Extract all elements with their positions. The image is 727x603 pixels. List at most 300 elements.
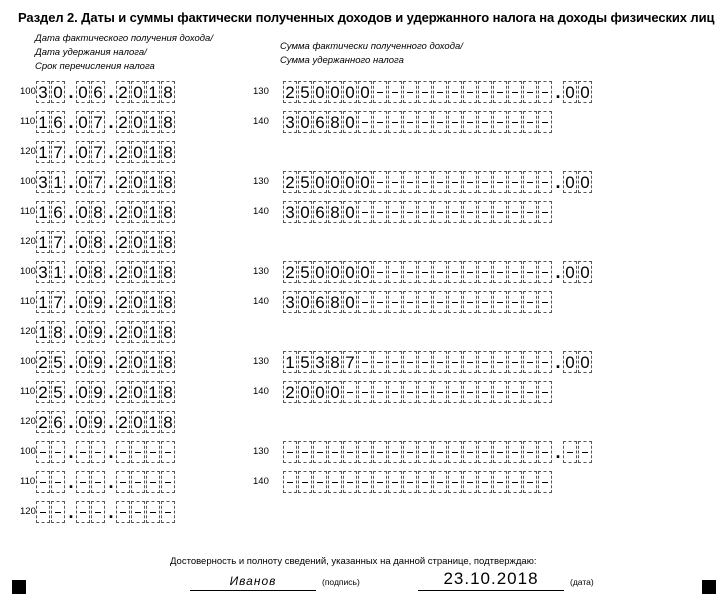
amount-digit-cell[interactable]: 0 [298, 291, 312, 313]
year-cell[interactable] [116, 471, 130, 493]
amount-digit-cell[interactable] [523, 111, 537, 133]
year-cell[interactable]: 0 [131, 81, 145, 103]
amount-digit-cell[interactable] [373, 291, 387, 313]
amount-digit-cell[interactable]: 2 [283, 261, 297, 283]
day-cell[interactable]: 2 [36, 381, 50, 403]
amount-digit-cell[interactable] [358, 351, 372, 373]
amount-digit-cell[interactable] [358, 471, 372, 493]
year-cell[interactable]: 2 [116, 111, 130, 133]
year-cell[interactable]: 2 [116, 411, 130, 433]
date-field[interactable]: 23.10.2018 [418, 568, 564, 591]
year-cell[interactable]: 2 [116, 81, 130, 103]
amount-digit-cell[interactable] [523, 171, 537, 193]
amount-digit-cell[interactable]: 5 [298, 81, 312, 103]
amount-digit-cell[interactable] [523, 381, 537, 403]
year-cell[interactable]: 1 [146, 411, 160, 433]
amount-digit-cell[interactable]: 1 [283, 351, 297, 373]
amount-digit-cell[interactable] [523, 261, 537, 283]
amount-digit-cell[interactable] [493, 291, 507, 313]
amount-digit-cell[interactable] [538, 171, 552, 193]
amount-digit-cell[interactable]: 0 [313, 261, 327, 283]
amount-digit-cell[interactable] [478, 201, 492, 223]
amount-digit-cell[interactable] [403, 201, 417, 223]
day-cell[interactable]: 1 [36, 111, 50, 133]
kopecks-cell[interactable]: 0 [578, 351, 592, 373]
amount-digit-cell[interactable]: 3 [283, 201, 297, 223]
amount-digit-cell[interactable] [358, 201, 372, 223]
amount-digit-cell[interactable]: 0 [313, 381, 327, 403]
year-cell[interactable]: 1 [146, 321, 160, 343]
amount-digit-cell[interactable] [478, 111, 492, 133]
month-cell[interactable]: 0 [76, 171, 90, 193]
day-cell[interactable] [36, 501, 50, 523]
year-cell[interactable]: 0 [131, 321, 145, 343]
amount-digit-cell[interactable] [508, 441, 522, 463]
year-cell[interactable]: 2 [116, 171, 130, 193]
amount-digit-cell[interactable]: 2 [283, 171, 297, 193]
amount-digit-cell[interactable] [403, 441, 417, 463]
amount-digit-cell[interactable] [388, 171, 402, 193]
month-cell[interactable] [76, 501, 90, 523]
year-cell[interactable] [161, 501, 175, 523]
day-cell[interactable]: 5 [51, 351, 65, 373]
day-cell[interactable]: 7 [51, 141, 65, 163]
day-cell[interactable]: 2 [36, 351, 50, 373]
month-cell[interactable]: 7 [91, 141, 105, 163]
year-cell[interactable]: 0 [131, 201, 145, 223]
year-cell[interactable] [131, 501, 145, 523]
year-cell[interactable] [131, 441, 145, 463]
amount-field[interactable] [283, 350, 593, 374]
amount-digit-cell[interactable] [508, 201, 522, 223]
month-cell[interactable]: 0 [76, 291, 90, 313]
year-cell[interactable]: 0 [131, 141, 145, 163]
amount-digit-cell[interactable] [478, 351, 492, 373]
month-cell[interactable] [76, 471, 90, 493]
amount-digit-cell[interactable] [328, 471, 342, 493]
amount-digit-cell[interactable] [448, 381, 462, 403]
year-cell[interactable]: 0 [131, 411, 145, 433]
amount-digit-cell[interactable]: 0 [358, 171, 372, 193]
amount-digit-cell[interactable] [388, 201, 402, 223]
amount-digit-cell[interactable]: 0 [328, 381, 342, 403]
amount-digit-cell[interactable] [358, 381, 372, 403]
amount-digit-cell[interactable] [403, 261, 417, 283]
date-field[interactable] [36, 320, 176, 344]
amount-digit-cell[interactable] [373, 81, 387, 103]
day-cell[interactable] [51, 441, 65, 463]
amount-digit-cell[interactable]: 2 [283, 81, 297, 103]
amount-field[interactable] [283, 380, 553, 404]
amount-digit-cell[interactable] [388, 381, 402, 403]
amount-digit-cell[interactable] [403, 471, 417, 493]
amount-digit-cell[interactable] [403, 111, 417, 133]
amount-digit-cell[interactable] [478, 441, 492, 463]
amount-digit-cell[interactable] [448, 471, 462, 493]
amount-digit-cell[interactable] [538, 261, 552, 283]
year-cell[interactable]: 8 [161, 261, 175, 283]
amount-field[interactable] [283, 470, 553, 494]
amount-digit-cell[interactable] [448, 351, 462, 373]
amount-digit-cell[interactable] [523, 81, 537, 103]
year-cell[interactable]: 1 [146, 171, 160, 193]
amount-digit-cell[interactable]: 0 [343, 81, 357, 103]
amount-digit-cell[interactable] [463, 261, 477, 283]
amount-digit-cell[interactable]: 0 [328, 81, 342, 103]
day-cell[interactable] [36, 441, 50, 463]
amount-digit-cell[interactable] [463, 171, 477, 193]
amount-digit-cell[interactable]: 0 [328, 261, 342, 283]
year-cell[interactable]: 8 [161, 321, 175, 343]
day-cell[interactable] [51, 501, 65, 523]
amount-digit-cell[interactable] [523, 351, 537, 373]
month-cell[interactable]: 8 [91, 261, 105, 283]
day-cell[interactable]: 6 [51, 111, 65, 133]
kopecks-cell[interactable]: 0 [563, 351, 577, 373]
month-cell[interactable]: 0 [76, 411, 90, 433]
amount-digit-cell[interactable] [493, 261, 507, 283]
day-cell[interactable]: 3 [36, 81, 50, 103]
amount-digit-cell[interactable] [433, 81, 447, 103]
day-cell[interactable]: 3 [36, 261, 50, 283]
year-cell[interactable]: 0 [131, 171, 145, 193]
amount-digit-cell[interactable] [313, 471, 327, 493]
year-cell[interactable]: 0 [131, 381, 145, 403]
amount-digit-cell[interactable] [463, 471, 477, 493]
day-cell[interactable]: 1 [36, 291, 50, 313]
date-field[interactable] [36, 230, 176, 254]
amount-digit-cell[interactable] [508, 381, 522, 403]
amount-digit-cell[interactable] [418, 351, 432, 373]
amount-digit-cell[interactable] [538, 441, 552, 463]
amount-digit-cell[interactable] [403, 381, 417, 403]
year-cell[interactable]: 1 [146, 141, 160, 163]
amount-digit-cell[interactable] [463, 381, 477, 403]
amount-digit-cell[interactable] [508, 291, 522, 313]
year-cell[interactable]: 8 [161, 351, 175, 373]
year-cell[interactable] [161, 441, 175, 463]
amount-digit-cell[interactable]: 0 [298, 381, 312, 403]
year-cell[interactable] [116, 501, 130, 523]
amount-digit-cell[interactable] [433, 111, 447, 133]
amount-digit-cell[interactable] [493, 441, 507, 463]
amount-digit-cell[interactable]: 5 [298, 351, 312, 373]
day-cell[interactable]: 6 [51, 201, 65, 223]
amount-digit-cell[interactable] [493, 81, 507, 103]
kopecks-cell[interactable]: 0 [563, 171, 577, 193]
month-cell[interactable] [91, 471, 105, 493]
amount-digit-cell[interactable] [373, 201, 387, 223]
year-cell[interactable]: 1 [146, 291, 160, 313]
year-cell[interactable]: 2 [116, 231, 130, 253]
date-field[interactable] [36, 440, 176, 464]
amount-digit-cell[interactable] [448, 441, 462, 463]
date-field[interactable] [36, 470, 176, 494]
month-cell[interactable]: 9 [91, 321, 105, 343]
amount-digit-cell[interactable] [493, 111, 507, 133]
amount-digit-cell[interactable] [433, 171, 447, 193]
amount-digit-cell[interactable] [403, 81, 417, 103]
amount-digit-cell[interactable] [433, 291, 447, 313]
month-cell[interactable]: 9 [91, 351, 105, 373]
amount-digit-cell[interactable] [388, 471, 402, 493]
amount-digit-cell[interactable] [523, 441, 537, 463]
month-cell[interactable]: 7 [91, 171, 105, 193]
amount-digit-cell[interactable] [493, 351, 507, 373]
kopecks-cell[interactable] [563, 441, 577, 463]
amount-digit-cell[interactable] [493, 381, 507, 403]
amount-digit-cell[interactable] [358, 291, 372, 313]
amount-digit-cell[interactable] [373, 441, 387, 463]
year-cell[interactable]: 8 [161, 171, 175, 193]
amount-digit-cell[interactable] [463, 291, 477, 313]
amount-digit-cell[interactable] [538, 201, 552, 223]
amount-digit-cell[interactable] [403, 291, 417, 313]
year-cell[interactable]: 8 [161, 411, 175, 433]
year-cell[interactable]: 1 [146, 111, 160, 133]
amount-field[interactable] [283, 80, 593, 104]
day-cell[interactable]: 7 [51, 231, 65, 253]
day-cell[interactable]: 1 [51, 171, 65, 193]
day-cell[interactable]: 5 [51, 381, 65, 403]
amount-digit-cell[interactable] [433, 471, 447, 493]
date-field[interactable] [36, 80, 176, 104]
amount-digit-cell[interactable] [463, 351, 477, 373]
amount-digit-cell[interactable] [298, 471, 312, 493]
amount-digit-cell[interactable] [358, 441, 372, 463]
year-cell[interactable]: 8 [161, 381, 175, 403]
date-field[interactable] [36, 200, 176, 224]
amount-digit-cell[interactable] [373, 351, 387, 373]
amount-digit-cell[interactable] [373, 471, 387, 493]
amount-digit-cell[interactable] [313, 441, 327, 463]
month-cell[interactable]: 0 [76, 111, 90, 133]
amount-digit-cell[interactable] [478, 291, 492, 313]
year-cell[interactable] [146, 501, 160, 523]
amount-digit-cell[interactable] [508, 351, 522, 373]
year-cell[interactable]: 8 [161, 201, 175, 223]
amount-digit-cell[interactable] [523, 291, 537, 313]
amount-digit-cell[interactable] [478, 471, 492, 493]
month-cell[interactable]: 0 [76, 141, 90, 163]
amount-digit-cell[interactable] [403, 171, 417, 193]
amount-field[interactable] [283, 170, 593, 194]
amount-digit-cell[interactable] [463, 201, 477, 223]
amount-digit-cell[interactable] [418, 441, 432, 463]
day-cell[interactable] [36, 471, 50, 493]
month-cell[interactable]: 9 [91, 291, 105, 313]
amount-digit-cell[interactable] [478, 261, 492, 283]
amount-digit-cell[interactable] [508, 261, 522, 283]
day-cell[interactable]: 3 [36, 171, 50, 193]
amount-digit-cell[interactable] [478, 381, 492, 403]
amount-digit-cell[interactable] [493, 471, 507, 493]
date-field[interactable] [36, 410, 176, 434]
year-cell[interactable]: 8 [161, 111, 175, 133]
year-cell[interactable]: 1 [146, 81, 160, 103]
year-cell[interactable] [146, 471, 160, 493]
month-cell[interactable]: 0 [76, 81, 90, 103]
amount-digit-cell[interactable] [448, 291, 462, 313]
amount-digit-cell[interactable] [373, 171, 387, 193]
year-cell[interactable]: 2 [116, 351, 130, 373]
amount-digit-cell[interactable] [343, 441, 357, 463]
amount-digit-cell[interactable] [508, 171, 522, 193]
amount-digit-cell[interactable] [283, 471, 297, 493]
amount-digit-cell[interactable] [388, 441, 402, 463]
day-cell[interactable]: 1 [36, 201, 50, 223]
amount-digit-cell[interactable] [283, 441, 297, 463]
day-cell[interactable]: 8 [51, 321, 65, 343]
date-field[interactable] [36, 110, 176, 134]
year-cell[interactable]: 8 [161, 81, 175, 103]
year-cell[interactable]: 2 [116, 201, 130, 223]
day-cell[interactable] [51, 471, 65, 493]
amount-digit-cell[interactable] [388, 261, 402, 283]
amount-digit-cell[interactable] [538, 381, 552, 403]
amount-digit-cell[interactable] [433, 261, 447, 283]
amount-digit-cell[interactable] [433, 201, 447, 223]
amount-digit-cell[interactable] [373, 111, 387, 133]
date-field[interactable] [36, 350, 176, 374]
amount-field[interactable] [283, 440, 593, 464]
amount-digit-cell[interactable] [418, 291, 432, 313]
month-cell[interactable]: 0 [76, 381, 90, 403]
year-cell[interactable] [131, 471, 145, 493]
amount-digit-cell[interactable] [403, 351, 417, 373]
year-cell[interactable]: 8 [161, 291, 175, 313]
day-cell[interactable]: 6 [51, 411, 65, 433]
amount-digit-cell[interactable]: 8 [328, 351, 342, 373]
date-field[interactable] [36, 260, 176, 284]
amount-digit-cell[interactable] [538, 291, 552, 313]
amount-digit-cell[interactable] [358, 111, 372, 133]
amount-digit-cell[interactable] [418, 471, 432, 493]
amount-digit-cell[interactable] [523, 201, 537, 223]
month-cell[interactable]: 0 [76, 261, 90, 283]
year-cell[interactable]: 8 [161, 141, 175, 163]
year-cell[interactable]: 2 [116, 381, 130, 403]
day-cell[interactable]: 1 [36, 141, 50, 163]
kopecks-cell[interactable]: 0 [578, 171, 592, 193]
kopecks-cell[interactable] [578, 441, 592, 463]
year-cell[interactable]: 0 [131, 351, 145, 373]
amount-digit-cell[interactable]: 2 [283, 381, 297, 403]
year-cell[interactable] [116, 441, 130, 463]
kopecks-cell[interactable]: 0 [563, 81, 577, 103]
amount-digit-cell[interactable]: 3 [283, 291, 297, 313]
amount-digit-cell[interactable]: 6 [313, 201, 327, 223]
amount-digit-cell[interactable] [508, 81, 522, 103]
amount-digit-cell[interactable]: 0 [313, 81, 327, 103]
amount-digit-cell[interactable] [343, 381, 357, 403]
amount-digit-cell[interactable] [538, 81, 552, 103]
year-cell[interactable]: 2 [116, 141, 130, 163]
amount-digit-cell[interactable] [463, 111, 477, 133]
amount-digit-cell[interactable] [373, 261, 387, 283]
month-cell[interactable] [91, 501, 105, 523]
year-cell[interactable]: 1 [146, 351, 160, 373]
year-cell[interactable] [161, 471, 175, 493]
year-cell[interactable]: 1 [146, 201, 160, 223]
amount-digit-cell[interactable]: 5 [298, 171, 312, 193]
day-cell[interactable]: 0 [51, 81, 65, 103]
amount-digit-cell[interactable] [418, 171, 432, 193]
amount-digit-cell[interactable]: 5 [298, 261, 312, 283]
amount-digit-cell[interactable] [343, 471, 357, 493]
amount-digit-cell[interactable] [418, 81, 432, 103]
amount-field[interactable] [283, 290, 553, 314]
month-cell[interactable]: 9 [91, 411, 105, 433]
amount-digit-cell[interactable]: 0 [298, 111, 312, 133]
amount-digit-cell[interactable] [298, 441, 312, 463]
amount-digit-cell[interactable]: 0 [358, 261, 372, 283]
amount-digit-cell[interactable] [388, 351, 402, 373]
year-cell[interactable]: 1 [146, 381, 160, 403]
amount-digit-cell[interactable] [433, 381, 447, 403]
amount-field[interactable] [283, 260, 593, 284]
amount-digit-cell[interactable] [328, 441, 342, 463]
amount-digit-cell[interactable] [493, 171, 507, 193]
amount-digit-cell[interactable]: 0 [343, 291, 357, 313]
amount-digit-cell[interactable]: 6 [313, 111, 327, 133]
amount-digit-cell[interactable] [508, 471, 522, 493]
date-field[interactable] [36, 140, 176, 164]
year-cell[interactable]: 2 [116, 261, 130, 283]
day-cell[interactable]: 2 [36, 411, 50, 433]
year-cell[interactable]: 1 [146, 261, 160, 283]
amount-digit-cell[interactable]: 8 [328, 201, 342, 223]
month-cell[interactable]: 6 [91, 81, 105, 103]
month-cell[interactable]: 8 [91, 201, 105, 223]
year-cell[interactable]: 2 [116, 291, 130, 313]
signature-field[interactable]: Иванов [190, 572, 316, 591]
amount-digit-cell[interactable] [478, 171, 492, 193]
amount-digit-cell[interactable]: 6 [313, 291, 327, 313]
amount-digit-cell[interactable]: 8 [328, 111, 342, 133]
amount-digit-cell[interactable]: 8 [328, 291, 342, 313]
amount-digit-cell[interactable]: 3 [313, 351, 327, 373]
kopecks-cell[interactable]: 0 [578, 261, 592, 283]
month-cell[interactable]: 7 [91, 111, 105, 133]
amount-digit-cell[interactable] [448, 171, 462, 193]
kopecks-cell[interactable]: 0 [578, 81, 592, 103]
year-cell[interactable]: 1 [146, 231, 160, 253]
amount-digit-cell[interactable] [538, 471, 552, 493]
amount-digit-cell[interactable] [373, 381, 387, 403]
amount-digit-cell[interactable] [418, 381, 432, 403]
amount-digit-cell[interactable] [538, 351, 552, 373]
month-cell[interactable] [76, 441, 90, 463]
month-cell[interactable]: 0 [76, 201, 90, 223]
amount-digit-cell[interactable]: 0 [343, 111, 357, 133]
kopecks-cell[interactable]: 0 [563, 261, 577, 283]
amount-digit-cell[interactable] [418, 111, 432, 133]
year-cell[interactable]: 0 [131, 291, 145, 313]
amount-digit-cell[interactable] [418, 201, 432, 223]
amount-digit-cell[interactable] [463, 441, 477, 463]
amount-digit-cell[interactable]: 0 [343, 261, 357, 283]
amount-digit-cell[interactable] [448, 201, 462, 223]
year-cell[interactable]: 2 [116, 321, 130, 343]
amount-digit-cell[interactable]: 0 [328, 171, 342, 193]
amount-digit-cell[interactable] [493, 201, 507, 223]
date-field[interactable] [36, 500, 176, 524]
date-field[interactable] [36, 170, 176, 194]
month-cell[interactable]: 0 [76, 321, 90, 343]
day-cell[interactable]: 1 [36, 321, 50, 343]
date-field[interactable] [36, 380, 176, 404]
